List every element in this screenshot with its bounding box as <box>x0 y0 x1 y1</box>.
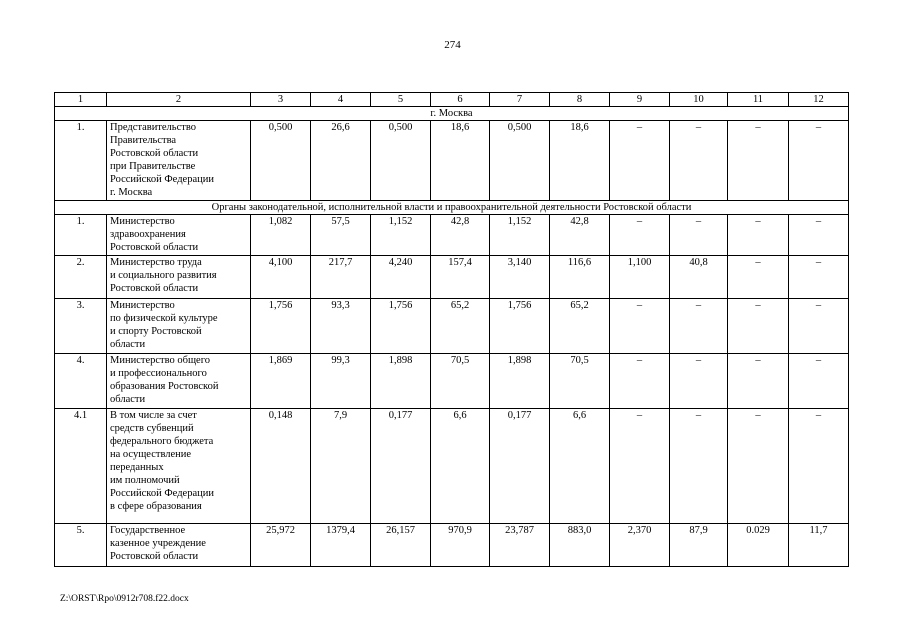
value-cell: 6,6 <box>431 409 490 524</box>
value-cell: 0.029 <box>728 524 789 567</box>
column-header: 2 <box>107 93 251 107</box>
table-row <box>55 299 849 354</box>
value-cell: – <box>670 299 728 354</box>
value-cell: 42,8 <box>431 215 490 256</box>
value-cell: 883,0 <box>550 524 610 567</box>
value-cell: – <box>610 409 670 524</box>
value-cell: 0,500 <box>490 121 550 201</box>
value-cell: 1,756 <box>490 299 550 354</box>
value-cell: 65,2 <box>550 299 610 354</box>
value-cell: 2,370 <box>610 524 670 567</box>
row-number: 1. <box>55 215 107 256</box>
value-cell: – <box>610 354 670 409</box>
section-row-organs <box>55 201 849 215</box>
value-cell: 87,9 <box>670 524 728 567</box>
value-cell: 1,100 <box>610 256 670 299</box>
value-cell: 11,7 <box>789 524 849 567</box>
table-row <box>55 354 849 409</box>
value-cell: 0,177 <box>371 409 431 524</box>
value-cell: 18,6 <box>431 121 490 201</box>
value-cell: 23,787 <box>490 524 550 567</box>
value-cell: – <box>610 121 670 201</box>
column-header: 10 <box>670 93 728 107</box>
value-cell: 26,157 <box>371 524 431 567</box>
table-row <box>55 121 849 201</box>
column-header: 12 <box>789 93 849 107</box>
header-row <box>55 93 849 107</box>
row-number: 4.1 <box>55 409 107 524</box>
value-cell: – <box>789 215 849 256</box>
value-cell: 4,240 <box>371 256 431 299</box>
column-header: 5 <box>371 93 431 107</box>
value-cell: – <box>610 215 670 256</box>
data-table <box>54 92 849 567</box>
row-name: Министерство по физической культуре и спорту Ростовской области <box>107 299 251 354</box>
column-header: 4 <box>311 93 371 107</box>
value-cell: 1,898 <box>371 354 431 409</box>
table-row <box>55 256 849 299</box>
row-name: Представительство Правительства Ростовской области при Правительстве Российской Федерации г. Москва <box>107 121 251 201</box>
row-number: 1. <box>55 121 107 201</box>
value-cell: – <box>728 299 789 354</box>
value-cell: 1,756 <box>251 299 311 354</box>
value-cell: 3,140 <box>490 256 550 299</box>
row-number: 4. <box>55 354 107 409</box>
value-cell: – <box>728 121 789 201</box>
value-cell: 1,869 <box>251 354 311 409</box>
value-cell: 40,8 <box>670 256 728 299</box>
row-name: Министерство здравоохранения Ростовской области <box>107 215 251 256</box>
value-cell: 70,5 <box>431 354 490 409</box>
footer-file-path: Z:\ORST\Rpo\0912r708.f22.docx <box>60 594 189 604</box>
value-cell: 1379,4 <box>311 524 371 567</box>
value-cell: 0,177 <box>490 409 550 524</box>
value-cell: 99,3 <box>311 354 371 409</box>
value-cell: – <box>728 409 789 524</box>
value-cell: 217,7 <box>311 256 371 299</box>
value-cell: 7,9 <box>311 409 371 524</box>
column-header: 11 <box>728 93 789 107</box>
value-cell: 70,5 <box>550 354 610 409</box>
value-cell: 26,6 <box>311 121 371 201</box>
value-cell: 1,152 <box>490 215 550 256</box>
value-cell: 65,2 <box>431 299 490 354</box>
column-header: 6 <box>431 93 490 107</box>
column-header: 7 <box>490 93 550 107</box>
value-cell: – <box>610 299 670 354</box>
value-cell: 6,6 <box>550 409 610 524</box>
column-header: 3 <box>251 93 311 107</box>
value-cell: – <box>670 354 728 409</box>
value-cell: – <box>728 215 789 256</box>
value-cell: – <box>728 256 789 299</box>
table-row <box>55 409 849 524</box>
value-cell: 157,4 <box>431 256 490 299</box>
value-cell: 116,6 <box>550 256 610 299</box>
column-header: 8 <box>550 93 610 107</box>
column-header: 1 <box>55 93 107 107</box>
value-cell: 0,148 <box>251 409 311 524</box>
value-cell: – <box>670 215 728 256</box>
value-cell: – <box>789 354 849 409</box>
row-number: 5. <box>55 524 107 567</box>
section-title-moscow: г. Москва <box>55 107 849 121</box>
section-title-organs: Органы законодательной, исполнительной власти и правоохранительной деятельности Ростовской области <box>55 201 849 215</box>
row-name: В том числе за счет средств субвенций федерального бюджета на осуществление переданных им полномочий Российской Федерации в сфере образования <box>107 409 251 524</box>
value-cell: 0,500 <box>371 121 431 201</box>
value-cell: 42,8 <box>550 215 610 256</box>
value-cell: 25,972 <box>251 524 311 567</box>
value-cell: – <box>670 409 728 524</box>
value-cell: – <box>789 121 849 201</box>
value-cell: 1,898 <box>490 354 550 409</box>
value-cell: – <box>789 409 849 524</box>
row-name: Министерство труда и социального развития Ростовской области <box>107 256 251 299</box>
row-number: 2. <box>55 256 107 299</box>
value-cell: 57,5 <box>311 215 371 256</box>
table-body <box>55 93 849 567</box>
section-row-moscow <box>55 107 849 121</box>
value-cell: 1,082 <box>251 215 311 256</box>
table-row <box>55 524 849 567</box>
row-name: Государственное казенное учреждение Ростовской области <box>107 524 251 567</box>
value-cell: 970,9 <box>431 524 490 567</box>
value-cell: – <box>670 121 728 201</box>
value-cell: 4,100 <box>251 256 311 299</box>
value-cell: 1,152 <box>371 215 431 256</box>
value-cell: 1,756 <box>371 299 431 354</box>
value-cell: 0,500 <box>251 121 311 201</box>
value-cell: – <box>728 354 789 409</box>
value-cell: – <box>789 299 849 354</box>
column-header: 9 <box>610 93 670 107</box>
value-cell: 18,6 <box>550 121 610 201</box>
value-cell: 93,3 <box>311 299 371 354</box>
table-row <box>55 215 849 256</box>
row-name: Министерство общего и профессионального образования Ростовской области <box>107 354 251 409</box>
value-cell: – <box>789 256 849 299</box>
row-number: 3. <box>55 299 107 354</box>
page-number: 274 <box>444 39 461 51</box>
